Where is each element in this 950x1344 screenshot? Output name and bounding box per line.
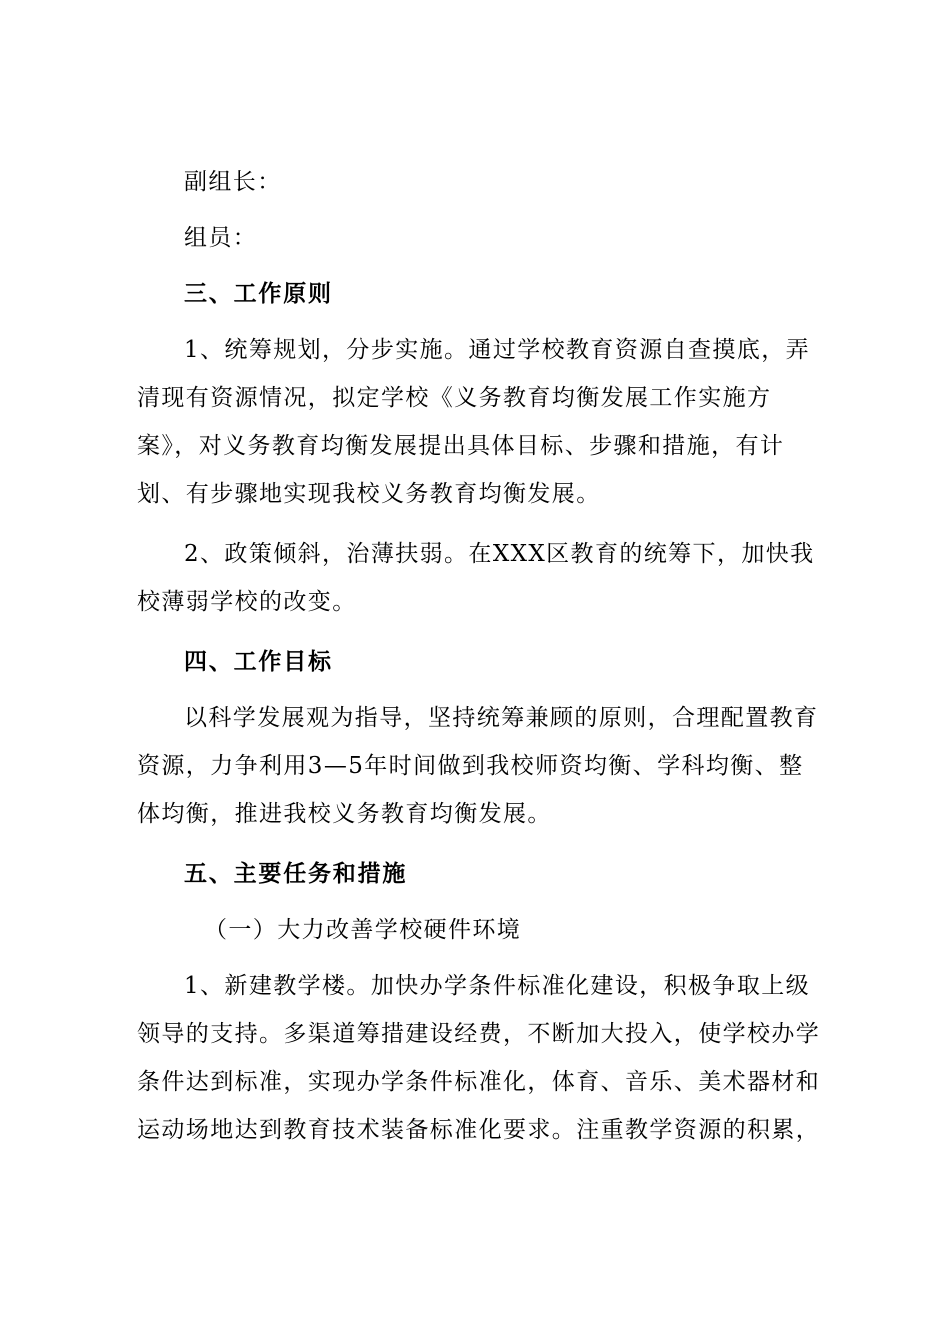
paragraph-line: 体均衡，推进我校义务教育均衡发展。 [137, 801, 552, 827]
paragraph-line: 1、新建教学楼。加快办学条件标准化建设，积极争取上级 [184, 973, 811, 999]
paragraph-line: 资源，力争利用3—5年时间做到我校师资均衡、学科均衡、整 [137, 753, 804, 779]
paragraph-line: 校薄弱学校的改变。 [137, 589, 357, 615]
paragraph-line: 案》，对义务教育均衡发展提出具体目标、步骤和措施，有计 [137, 433, 785, 459]
section-3-paragraph-1 [137, 326, 813, 518]
section-4-heading: 四、工作目标 [184, 648, 333, 675]
section-3-heading: 三、工作原则 [184, 280, 333, 307]
paragraph-line: 清现有资源情况，拟定学校《义务教育均衡发展工作实施方 [137, 385, 772, 411]
paragraph-line: 以科学发展观为指导，坚持统筹兼顾的原则，合理配置教育 [184, 705, 819, 731]
vice-leader-line: 副组长： [184, 169, 282, 195]
section-5-subheading-1: （一）大力改善学校硬件环境 [204, 917, 522, 943]
paragraph-line: 领导的支持。多渠道筹措建设经费，不断加大投入，使学校办学 [137, 1021, 821, 1047]
section-5-paragraph-1 [137, 962, 821, 1154]
paragraph-line: 运动场地达到教育技术装备标准化要求。注重教学资源的积累， [137, 1117, 821, 1143]
paragraph-line: 1、统筹规划，分步实施。通过学校教育资源自查摸底，弄 [184, 337, 811, 363]
section-3-paragraph-2 [137, 530, 813, 626]
document-body [137, 158, 821, 1154]
section-4-paragraph-1 [137, 694, 819, 838]
paragraph-line: 划、有步骤地实现我校义务教育均衡发展。 [137, 481, 601, 507]
paragraph-line: 条件达到标准，实现办学条件标准化，体育、音乐、美术器材和 [137, 1069, 821, 1095]
paragraph-line: 2、政策倾斜，治薄扶弱。在XXX区教育的统筹下，加快我 [184, 541, 815, 567]
members-line: 组员： [184, 225, 258, 251]
section-5-heading: 五、主要任务和措施 [184, 860, 408, 887]
